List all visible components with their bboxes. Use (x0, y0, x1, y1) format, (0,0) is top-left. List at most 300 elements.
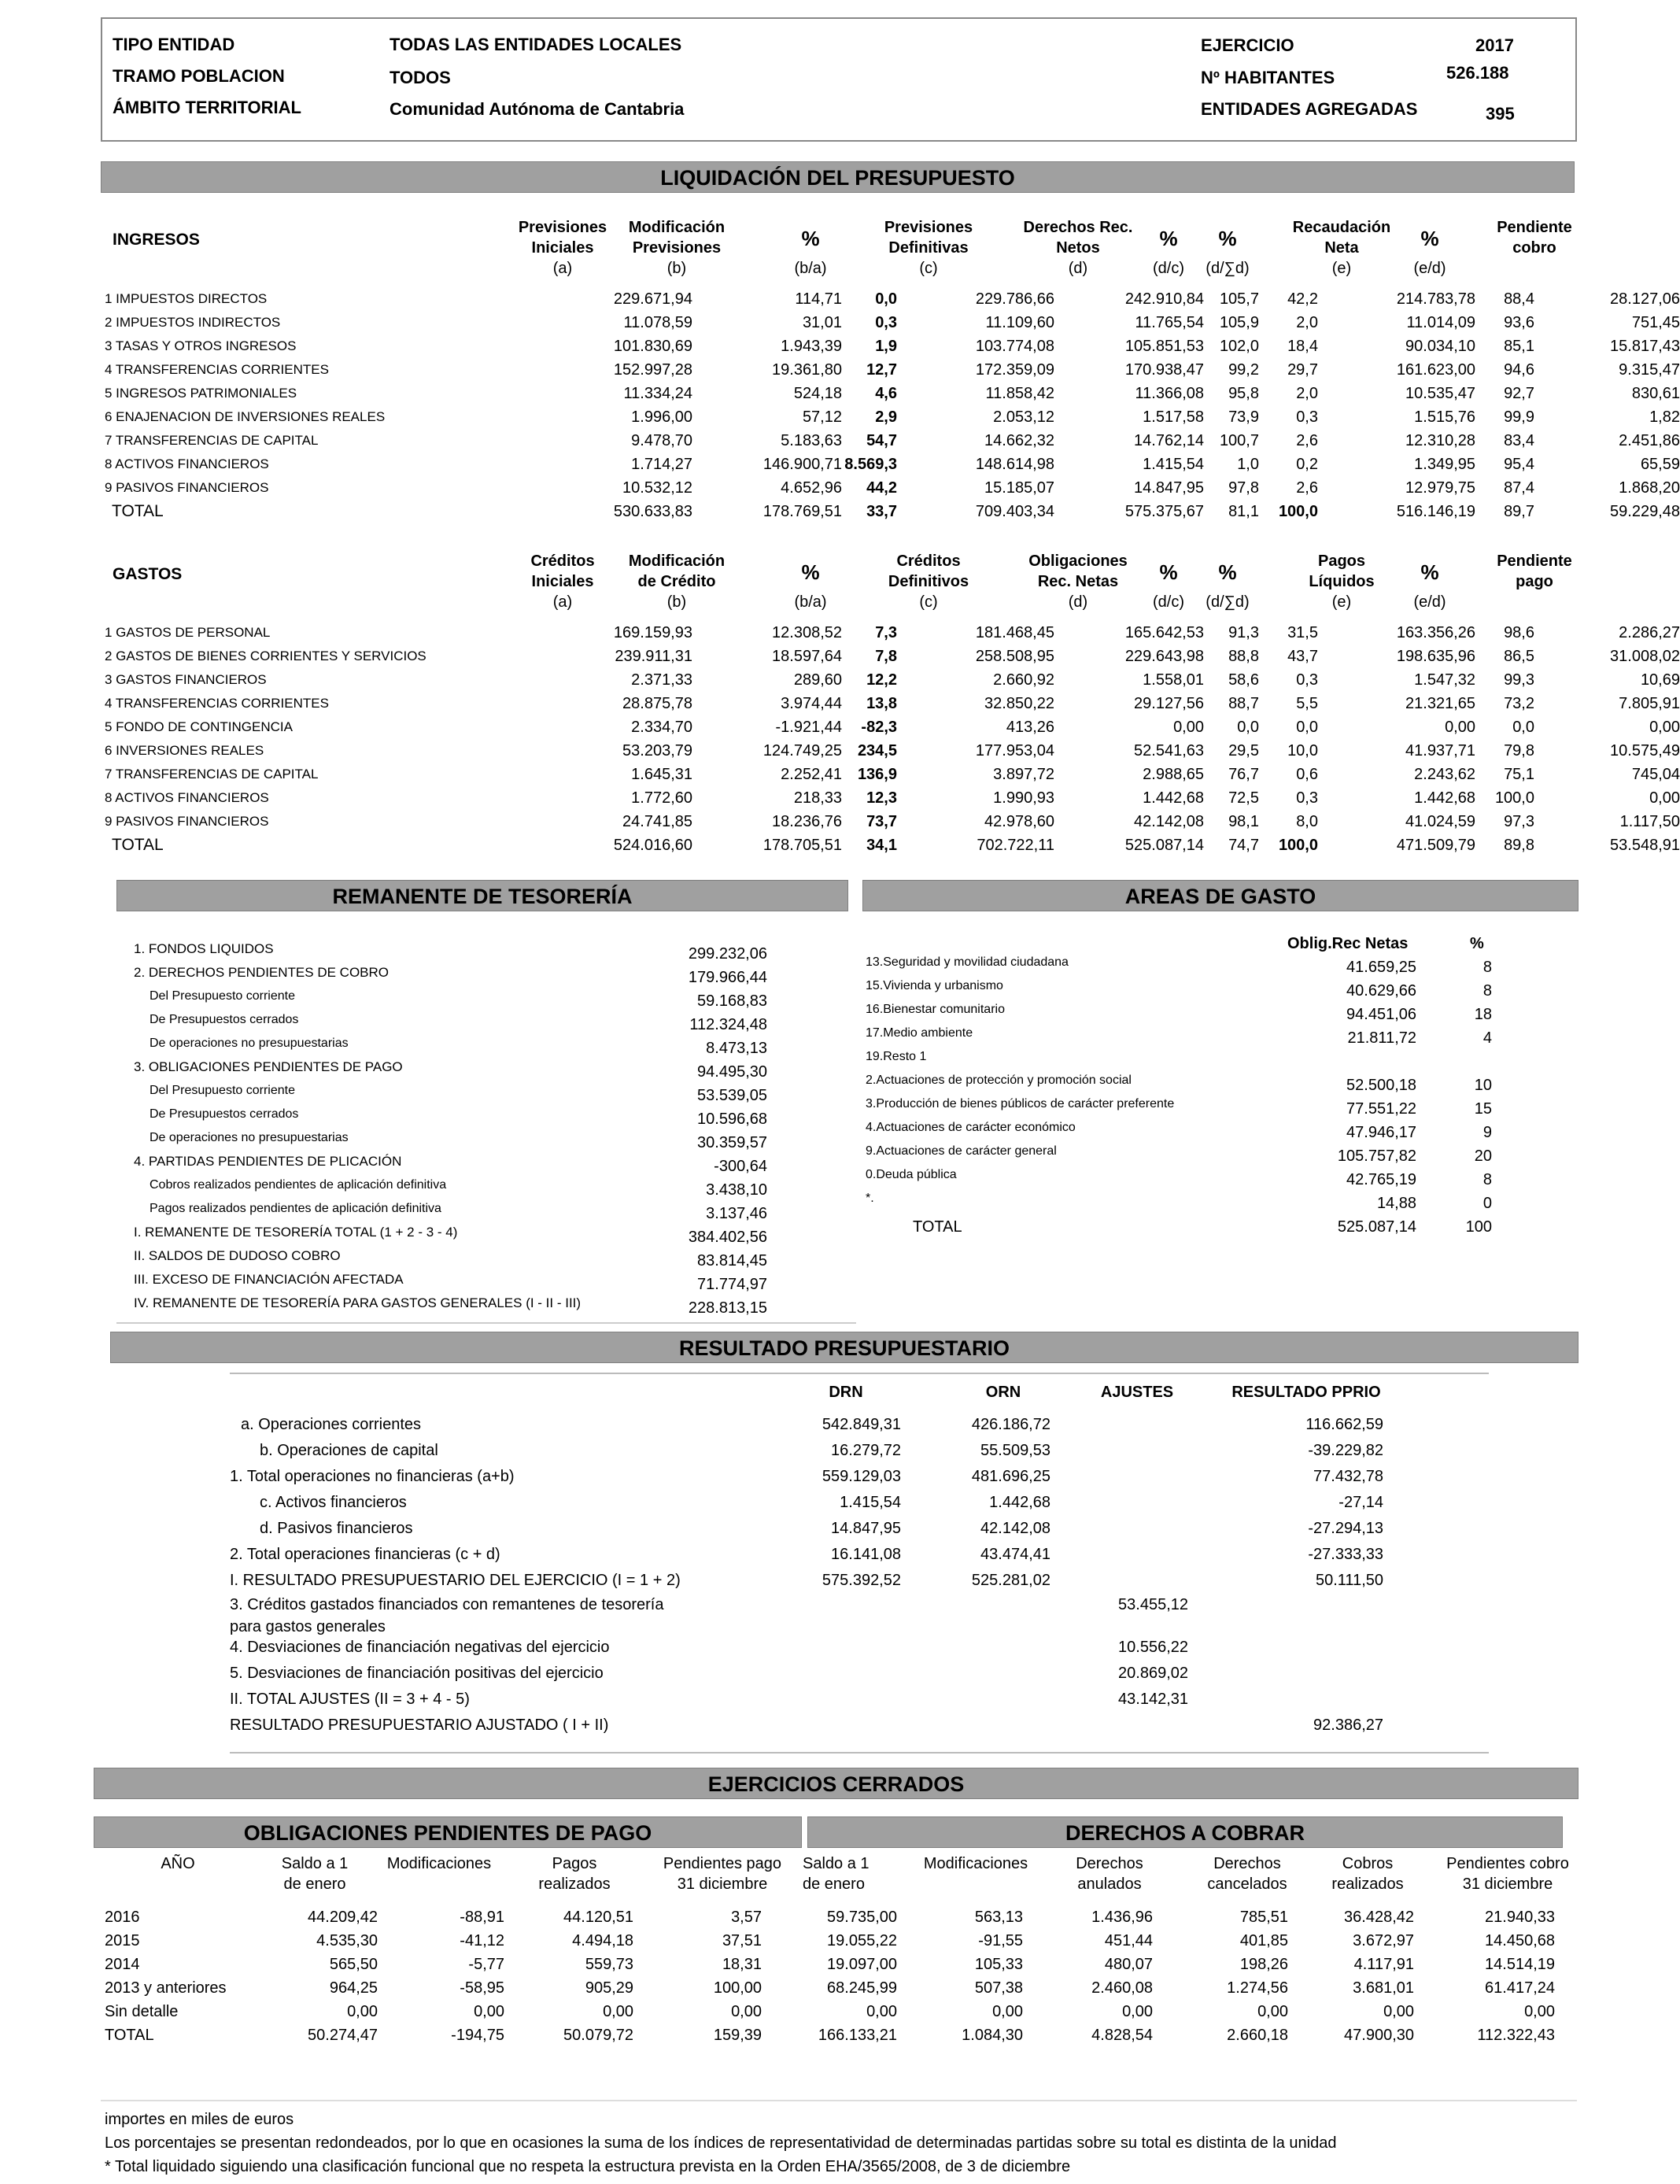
gastos-row-label: 6 INVERSIONES REALES (105, 743, 264, 758)
cerrados-cell: 0,00 (731, 2003, 762, 2020)
remanente-item-value: 94.495,30 (697, 1063, 767, 1081)
ingresos-cell: 14.762,14 (1134, 431, 1204, 449)
ingresos-cell: 87,4 (1504, 479, 1534, 497)
cerrados-cell: 36.428,42 (1344, 1909, 1414, 1926)
cerrados-cell: 44.209,42 (308, 1909, 378, 1926)
ingresos-cell: 1.415,54 (1143, 455, 1204, 473)
resultado-adjust-result: 92.386,27 (1313, 1717, 1383, 1734)
ingresos-cell: 12.979,75 (1405, 479, 1475, 497)
resultado-row-label: a. Operaciones corrientes (241, 1416, 422, 1433)
gastos-col-7-subtitle: Líquidos (1309, 573, 1375, 590)
cerrados-cell: 401,85 (1239, 1932, 1288, 1949)
ingresos-cell: 18,4 (1287, 337, 1318, 355)
cerrados-cell: -88,91 (460, 1909, 504, 1926)
resultado-adjust-label: II. TOTAL AJUSTES (II = 3 + 4 - 5) (230, 1691, 470, 1708)
ingresos-col-7-title: Recaudación (1292, 219, 1391, 236)
ingresos-row (102, 334, 1680, 358)
ingresos-col-2-code: (b/a) (794, 260, 827, 277)
ingresos-cell: 114,71 (795, 290, 842, 308)
gastos-col-9-title: Pendiente (1497, 552, 1572, 570)
gastos-cell: 10,69 (1640, 671, 1680, 689)
resultado-row-label: d. Pasivos financieros (260, 1520, 413, 1537)
resultado-row-orn: 426.186,72 (971, 1416, 1050, 1433)
cerrados-cell: 0,00 (992, 2003, 1023, 2020)
area-item-pct: 8 (1482, 1171, 1492, 1188)
gastos-cell: 1.772,60 (631, 789, 692, 807)
ingresos-col-4-subtitle: Netos (1056, 239, 1100, 257)
ingresos-cell: 85,1 (1504, 337, 1534, 355)
ingresos-row-label: 6 ENAJENACION DE INVERSIONES REALES (105, 409, 386, 424)
ingresos-cell: 105.851,53 (1124, 337, 1204, 355)
ingresos-cell: 28.127,06 (1610, 290, 1680, 308)
ingresos-col-0-code: (a) (552, 260, 573, 277)
remanente-item-label: 2. DERECHOS PENDIENTES DE COBRO (134, 965, 390, 980)
ingresos-cell: 11.334,24 (623, 384, 692, 402)
cerrados-col-3-title: Pagos (552, 1855, 597, 1872)
ingresos-cell: 42,2 (1287, 290, 1318, 308)
habitantes-label: Nº HABITANTES (1201, 68, 1335, 87)
gastos-cell: 136,9 (857, 765, 897, 783)
area-item-label: 9.Actuaciones de carácter general (866, 1144, 1057, 1158)
gastos-cell: 31,5 (1287, 623, 1318, 641)
cerrados-cell: 61.417,24 (1485, 1979, 1555, 1997)
gastos-cell: 86,5 (1504, 647, 1534, 665)
ingresos-cell: 14.662,32 (984, 431, 1054, 449)
cerrados-cell: 905,29 (585, 1979, 633, 1997)
gastos-cell: 2.988,65 (1143, 765, 1204, 783)
gastos-cell: 29.127,56 (1134, 694, 1204, 712)
cerrados-cell: 47.900,30 (1344, 2027, 1414, 2044)
gastos-cell: 1.990,93 (993, 789, 1054, 807)
ingresos-cell: 2.451,86 (1619, 431, 1680, 449)
cerrados-cell: 198,26 (1239, 1956, 1288, 1973)
remanente-item-value: 53.539,05 (697, 1087, 767, 1104)
remanente-item-label: III. EXCESO DE FINANCIACIÓN AFECTADA (134, 1272, 404, 1287)
ingresos-cell: 12.310,28 (1405, 431, 1475, 449)
ejercicio-label: EJERCICIO (1201, 35, 1294, 55)
gastos-cell: -1.921,44 (775, 718, 842, 736)
remanente-item-label: I. REMANENTE DE TESORERÍA TOTAL (1 + 2 - 3 - 4) (134, 1225, 458, 1240)
resultado-adjust-value: 43.142,31 (1118, 1691, 1188, 1708)
gastos-cell: 3.897,72 (993, 765, 1054, 783)
remanente-item-label: De Presupuestos cerrados (150, 1013, 299, 1026)
gastos-cell: 21.321,65 (1405, 694, 1475, 712)
gastos-row-label: 9 PASIVOS FINANCIEROS (105, 814, 269, 829)
gastos-row-label: 1 GASTOS DE PERSONAL (105, 625, 271, 640)
gastos-col-7-title: Pagos (1317, 552, 1366, 570)
resultado-row-orn: 42.142,08 (980, 1520, 1050, 1537)
ingresos-col-7-subtitle: Neta (1324, 239, 1359, 257)
ambito-label: ÁMBITO TERRITORIAL (113, 98, 301, 117)
ingresos-cell: 103.774,08 (975, 337, 1054, 355)
gastos-row (102, 645, 1680, 668)
ingresos-cell: 751,45 (1631, 313, 1680, 331)
ingresos-row-label: 9 PASIVOS FINANCIEROS (105, 480, 269, 495)
resultado-row-drn: 559.129,03 (822, 1468, 901, 1485)
gastos-col-2-title: % (801, 560, 820, 584)
cerrados-cell: 785,51 (1239, 1909, 1288, 1926)
gastos-cell: 7.805,91 (1619, 694, 1680, 712)
gastos-row-label: 8 ACTIVOS FINANCIEROS (105, 790, 269, 805)
ingresos-cell: 1.714,27 (631, 455, 692, 473)
gastos-cell: 124.749,25 (762, 741, 842, 759)
ingresos-col-8-code: (e/d) (1413, 260, 1446, 277)
ingresos-cell: 2,0 (1296, 384, 1318, 402)
cerrados-cell: 4.494,18 (572, 1932, 633, 1949)
gastos-cell: 98,6 (1504, 623, 1534, 641)
ingresos-row-label: 3 TASAS Y OTROS INGRESOS (105, 338, 297, 353)
gastos-col-1-code: (b) (666, 593, 687, 611)
ingresos-cell: 229.786,66 (975, 290, 1054, 308)
ingresos-row (102, 405, 1680, 429)
gastos-cell: 100,0 (1278, 836, 1318, 854)
resultado-credit-value: 53.455,12 (1118, 1596, 1188, 1613)
footer-divider (101, 2100, 1577, 2101)
area-item-pct: 8 (1482, 982, 1492, 1000)
resultado-col-orn: ORN (985, 1384, 1021, 1401)
ingresos-label: INGRESOS (113, 231, 200, 249)
cerrados-col-9-subtitle: realizados (1331, 1875, 1404, 1893)
ingresos-cell: 214.783,78 (1396, 290, 1475, 308)
cerrados-row-year: 2015 (105, 1932, 140, 1949)
cerrados-cell: 3,57 (731, 1909, 762, 1926)
resultado-row-orn: 1.442,68 (989, 1494, 1050, 1511)
gastos-cell: 88,7 (1228, 694, 1259, 712)
cerrados-col-3-subtitle: realizados (538, 1875, 611, 1893)
ingresos-col-8-title: % (1420, 227, 1439, 250)
ingresos-cell: 4.652,96 (781, 479, 842, 497)
gastos-cell: 18.236,76 (772, 812, 842, 830)
cerrados-cell: 1.436,96 (1091, 1909, 1153, 1926)
ingresos-cell: 92,7 (1504, 384, 1534, 402)
ingresos-col-4-code: (d) (1068, 260, 1088, 277)
gastos-cell: 165.642,53 (1124, 623, 1204, 641)
cerrados-col-7-subtitle: anulados (1077, 1875, 1142, 1893)
resultado-adjust-label: RESULTADO PRESUPUESTARIO AJUSTADO ( I + II) (230, 1717, 609, 1734)
gastos-cell: 234,5 (857, 741, 897, 759)
ingresos-cell: 94,6 (1504, 360, 1534, 379)
ingresos-col-1-code: (b) (666, 260, 687, 277)
resultado-adjust-value: 20.869,02 (1118, 1665, 1188, 1682)
oblig-pendientes-title: OBLIGACIONES PENDIENTES DE PAGO (94, 1816, 802, 1848)
cerrados-cell: 68.245,99 (827, 1979, 897, 1997)
ingresos-row (102, 476, 1680, 500)
remanente-item-label: De operaciones no presupuestarias (150, 1037, 349, 1050)
ingresos-cell: 97,8 (1228, 479, 1259, 497)
resultado-row-label: c. Activos financieros (260, 1494, 407, 1511)
gastos-cell: 169.159,93 (613, 623, 692, 641)
gastos-cell: 163.356,26 (1396, 623, 1475, 641)
ingresos-cell: 105,7 (1219, 290, 1259, 308)
gastos-row (102, 810, 1680, 833)
gastos-col-8-code: (e/d) (1413, 593, 1446, 611)
resultado-row-result: 116.662,59 (1305, 1416, 1383, 1433)
gastos-cell: 177.953,04 (975, 741, 1054, 759)
ingresos-cell: 59.229,48 (1610, 502, 1680, 520)
gastos-cell: 73,7 (866, 812, 897, 830)
cerrados-cell: 14.514,19 (1485, 1956, 1555, 1973)
ingresos-cell: 5.183,63 (781, 431, 842, 449)
gastos-cell: 1.442,68 (1414, 789, 1475, 807)
ejercicio-value: 2017 (1475, 35, 1514, 55)
ingresos-cell: 65,59 (1640, 455, 1680, 473)
gastos-table (102, 621, 1680, 857)
cerrados-row-year: TOTAL (105, 2027, 154, 2044)
remanente-item-label: De operaciones no presupuestarias (150, 1131, 349, 1144)
entidades-label: ENTIDADES AGREGADAS (1201, 99, 1418, 119)
gastos-cell: 91,3 (1228, 623, 1259, 641)
ingresos-col-5-title: % (1159, 227, 1178, 250)
cerrados-cell: 0,00 (603, 2003, 633, 2020)
gastos-col-9-subtitle: pago (1516, 573, 1553, 590)
cerrados-cell: 0,00 (1524, 2003, 1555, 2020)
ingresos-col-3-code: (c) (919, 260, 938, 277)
cerrados-cell: 19.055,22 (827, 1932, 897, 1949)
gastos-cell: 43,7 (1287, 647, 1318, 665)
ingresos-cell: 15.817,43 (1610, 337, 1680, 355)
resultado-row-orn: 43.474,41 (980, 1546, 1050, 1563)
gastos-cell: 0,3 (1296, 789, 1318, 807)
footer-note-rounding: Los porcentajes se presentan redondeados, por lo que en ocasiones la suma de los índices de representatividad de determinadas partidas sobre su total es distinta de la unidad (105, 2134, 1337, 2152)
ingresos-cell: 8.569,3 (844, 455, 897, 473)
areas-title: AREAS DE GASTO (862, 880, 1578, 911)
ingresos-cell: 575.375,67 (1124, 502, 1204, 520)
area-item-value: 21.811,72 (1347, 1029, 1416, 1047)
resultado-row-drn: 575.392,52 (822, 1572, 901, 1589)
remanente-title: REMANENTE DE TESORERÍA (116, 880, 848, 911)
ingresos-cell: 100,7 (1219, 431, 1259, 449)
area-item-pct: 20 (1474, 1147, 1492, 1165)
cerrados-cell: 14.450,68 (1485, 1932, 1555, 1949)
cerrados-col-0-title: AÑO (161, 1855, 195, 1872)
gastos-cell: 178.705,51 (762, 836, 842, 854)
gastos-cell: 99,3 (1504, 671, 1534, 689)
gastos-row-label: 4 TRANSFERENCIAS CORRIENTES (105, 696, 329, 711)
gastos-label: GASTOS (113, 565, 183, 583)
gastos-cell: 0,00 (1649, 789, 1680, 807)
cerrados-col-1-subtitle: de enero (283, 1875, 346, 1893)
cerrados-col-5-title: Saldo a 1 (803, 1855, 870, 1872)
remanente-item-label: 1. FONDOS LIQUIDOS (134, 941, 274, 956)
gastos-cell: 31.008,02 (1610, 647, 1680, 665)
area-item-value: 14,88 (1376, 1195, 1416, 1212)
ingresos-cell: 95,4 (1504, 455, 1534, 473)
gastos-cell: 73,2 (1504, 694, 1534, 712)
ingresos-cell: 11.366,08 (1135, 384, 1204, 402)
remanente-item-label: II. SALDOS DE DUDOSO COBRO (134, 1248, 341, 1263)
ingresos-cell: 1.943,39 (781, 337, 842, 355)
gastos-cell: 10.575,49 (1610, 741, 1680, 759)
gastos-cell: 2.252,41 (781, 765, 842, 783)
resultado-col-ajustes: AJUSTES (1100, 1384, 1174, 1401)
ingresos-col-0-subtitle: Iniciales (531, 239, 594, 257)
area-item-pct: 18 (1474, 1006, 1492, 1023)
ingresos-cell: 170.938,47 (1124, 360, 1204, 379)
gastos-col-1-title: Modificación (628, 552, 726, 570)
gastos-cell: 29,5 (1228, 741, 1259, 759)
gastos-col-4-code: (d) (1068, 593, 1088, 611)
cerrados-cell: 451,44 (1104, 1932, 1153, 1949)
cerrados-cell: 3.681,01 (1353, 1979, 1414, 1997)
ingresos-cell: 148.614,98 (975, 455, 1054, 473)
gastos-cell: -82,3 (861, 718, 897, 736)
cerrados-cell: 0,00 (474, 2003, 504, 2020)
remanente-item-value: 30.359,57 (697, 1134, 767, 1151)
cerrados-cell: 21.940,33 (1485, 1909, 1555, 1926)
gastos-cell: 0,3 (1296, 671, 1318, 689)
gastos-col-4-subtitle: Rec. Netas (1037, 573, 1119, 590)
areas-col-oblig: Oblig.Rec Netas (1287, 935, 1409, 952)
ingresos-cell: 0,0 (875, 290, 897, 308)
ambito-value: Comunidad Autónoma de Cantabria (390, 99, 685, 119)
gastos-col-0-code: (a) (552, 593, 573, 611)
gastos-cell: 7,8 (875, 647, 897, 665)
gastos-cell: 42.142,08 (1134, 812, 1204, 830)
area-item-value: 94.451,06 (1346, 1006, 1416, 1023)
gastos-col-5-code: (d/c) (1153, 593, 1184, 611)
remanente-item-label: 4. PARTIDAS PENDIENTES DE PLICACIÓN (134, 1154, 402, 1169)
tipo-entidad-value: TODAS LAS ENTIDADES LOCALES (390, 35, 682, 54)
resultado-row-orn: 481.696,25 (971, 1468, 1050, 1485)
ingresos-row-label: 8 ACTIVOS FINANCIEROS (105, 456, 269, 471)
area-item-label: 17.Medio ambiente (866, 1026, 973, 1040)
area-item-label: 15.Vivienda y urbanismo (866, 979, 1003, 992)
ingresos-cell: 11.109,60 (985, 313, 1054, 331)
remanente-divider (116, 1322, 856, 1324)
ingresos-col-3-title: Previsiones (884, 219, 973, 236)
ingresos-cell: 229.671,94 (613, 290, 692, 308)
cerrados-cell: 480,07 (1104, 1956, 1153, 1973)
cerrados-cell: 112.322,43 (1477, 2027, 1555, 2044)
ingresos-cell: 100,0 (1278, 502, 1318, 520)
ingresos-row (102, 358, 1680, 382)
ingresos-cell: 88,4 (1504, 290, 1534, 308)
ingresos-cell: 2,9 (875, 408, 897, 426)
gastos-cell: 1.442,68 (1143, 789, 1204, 807)
cerrados-cell: 2.660,18 (1227, 2027, 1288, 2044)
gastos-cell: 702.722,11 (977, 836, 1054, 854)
remanente-item-value: 10.596,68 (697, 1110, 767, 1128)
remanente-item-label: De Presupuestos cerrados (150, 1107, 299, 1121)
remanente-item-label: Del Presupuesto corriente (150, 989, 295, 1003)
ingresos-cell: 9.478,70 (631, 431, 692, 449)
resultado-top-line (230, 1373, 1489, 1374)
gastos-cell: 181.468,45 (975, 623, 1054, 641)
ingresos-cell: 81,1 (1228, 502, 1259, 520)
gastos-cell: 2.286,27 (1619, 623, 1680, 641)
gastos-cell: 0,00 (1445, 718, 1475, 736)
gastos-col-5-title: % (1159, 560, 1178, 584)
cerrados-cell: 50.079,72 (563, 2027, 633, 2044)
gastos-cell: 42.978,60 (984, 812, 1054, 830)
cerrados-cell: -5,77 (468, 1956, 504, 1973)
area-item-pct: 10 (1474, 1077, 1492, 1094)
gastos-cell: 18.597,64 (772, 647, 842, 665)
cerrados-col-2-title: Modificaciones (386, 1855, 492, 1872)
cerrados-col-10-subtitle: 31 diciembre (1462, 1875, 1553, 1893)
cerrados-col-7-title: Derechos (1076, 1855, 1143, 1872)
cerrados-cell: -41,12 (460, 1932, 504, 1949)
ingresos-col-5-code: (d/c) (1153, 260, 1184, 277)
ingresos-cell: 172.359,09 (975, 360, 1054, 379)
gastos-col-3-code: (c) (919, 593, 938, 611)
cerrados-cell: 1.274,56 (1227, 1979, 1288, 1997)
resultado-adjust-label: 5. Desviaciones de financiación positivas del ejercicio (230, 1665, 604, 1682)
gastos-cell: 97,3 (1504, 812, 1534, 830)
remanente-item-value: 384.402,56 (688, 1229, 767, 1246)
gastos-cell: 2.371,33 (631, 671, 692, 689)
ingresos-cell: 242.910,84 (1124, 290, 1204, 308)
ingresos-row-label: 7 TRANSFERENCIAS DE CAPITAL (105, 433, 319, 448)
ingresos-cell: 516.146,19 (1396, 502, 1475, 520)
ingresos-cell: 1.868,20 (1619, 479, 1680, 497)
ingresos-cell: 1,82 (1649, 408, 1680, 426)
ingresos-cell: 54,7 (866, 431, 897, 449)
ingresos-row (102, 382, 1680, 405)
cerrados-cell: 0,00 (1383, 2003, 1414, 2020)
gastos-cell: 0,00 (1649, 718, 1680, 736)
gastos-cell: 525.087,14 (1124, 836, 1204, 854)
area-item-label: 2.Actuaciones de protección y promoción social (866, 1074, 1132, 1087)
ingresos-row (102, 453, 1680, 476)
resultado-row-label: b. Operaciones de capital (260, 1442, 438, 1459)
resultado-row-drn: 16.141,08 (831, 1546, 901, 1563)
ingresos-cell: 709.403,34 (975, 502, 1054, 520)
ingresos-col-6-title: % (1218, 227, 1237, 250)
area-item-label: 4.Actuaciones de carácter económico (866, 1121, 1076, 1134)
footer-units: importes en miles de euros (105, 2111, 294, 2128)
cerrados-row-year: Sin detalle (105, 2003, 179, 2020)
header-box (101, 17, 1577, 142)
resultado-row-label: I. RESULTADO PRESUPUESTARIO DEL EJERCICIO (I = 1 + 2) (230, 1572, 681, 1589)
gastos-col-7-code: (e) (1331, 593, 1352, 611)
cerrados-col-1-title: Saldo a 1 (281, 1855, 349, 1872)
area-item-value: 42.765,19 (1346, 1171, 1416, 1188)
gastos-cell: 7,3 (875, 623, 897, 641)
area-item-label: 13.Seguridad y movilidad ciudadana (866, 955, 1069, 969)
area-item-label: 16.Bienestar comunitario (866, 1003, 1005, 1016)
cerrados-cell: 44.120,51 (563, 1909, 633, 1926)
gastos-cell: 74,7 (1228, 836, 1259, 854)
cerrados-cell: -194,75 (451, 2027, 504, 2044)
ingresos-cell: 44,2 (866, 479, 897, 497)
remanente-item-value: -300,64 (714, 1158, 767, 1175)
cerrados-cell: -58,95 (460, 1979, 504, 1997)
ingresos-cell: 2.053,12 (993, 408, 1054, 426)
gastos-cell: 218,33 (793, 789, 842, 807)
cerrados-cell: 159,39 (713, 2027, 762, 2044)
ingresos-cell: 12,7 (866, 360, 897, 379)
liquidacion-title: LIQUIDACIÓN DEL PRESUPUESTO (101, 161, 1575, 193)
cerrados-title: EJERCICIOS CERRADOS (94, 1768, 1578, 1799)
entidades-value: 395 (1486, 104, 1515, 124)
cerrados-cell: 1.084,30 (962, 2027, 1023, 2044)
area-item-pct: 0 (1482, 1195, 1492, 1212)
ingresos-col-3-subtitle: Definitivas (888, 239, 969, 257)
resultado-row-result: 50.111,50 (1315, 1572, 1383, 1589)
cerrados-cell: 18,31 (722, 1956, 762, 1973)
gastos-cell: 745,04 (1631, 765, 1680, 783)
gastos-cell: 88,8 (1228, 647, 1259, 665)
resultado-row-result: -39.229,82 (1308, 1442, 1383, 1459)
gastos-cell: 0,0 (1296, 718, 1318, 736)
gastos-row (102, 715, 1680, 739)
gastos-cell: 0,6 (1296, 765, 1318, 783)
areas-total-value: 525.087,14 (1337, 1218, 1416, 1236)
remanente-item-value: 3.137,46 (706, 1205, 767, 1222)
ingresos-row (102, 500, 1680, 523)
cerrados-cell: 4.828,54 (1091, 2027, 1153, 2044)
